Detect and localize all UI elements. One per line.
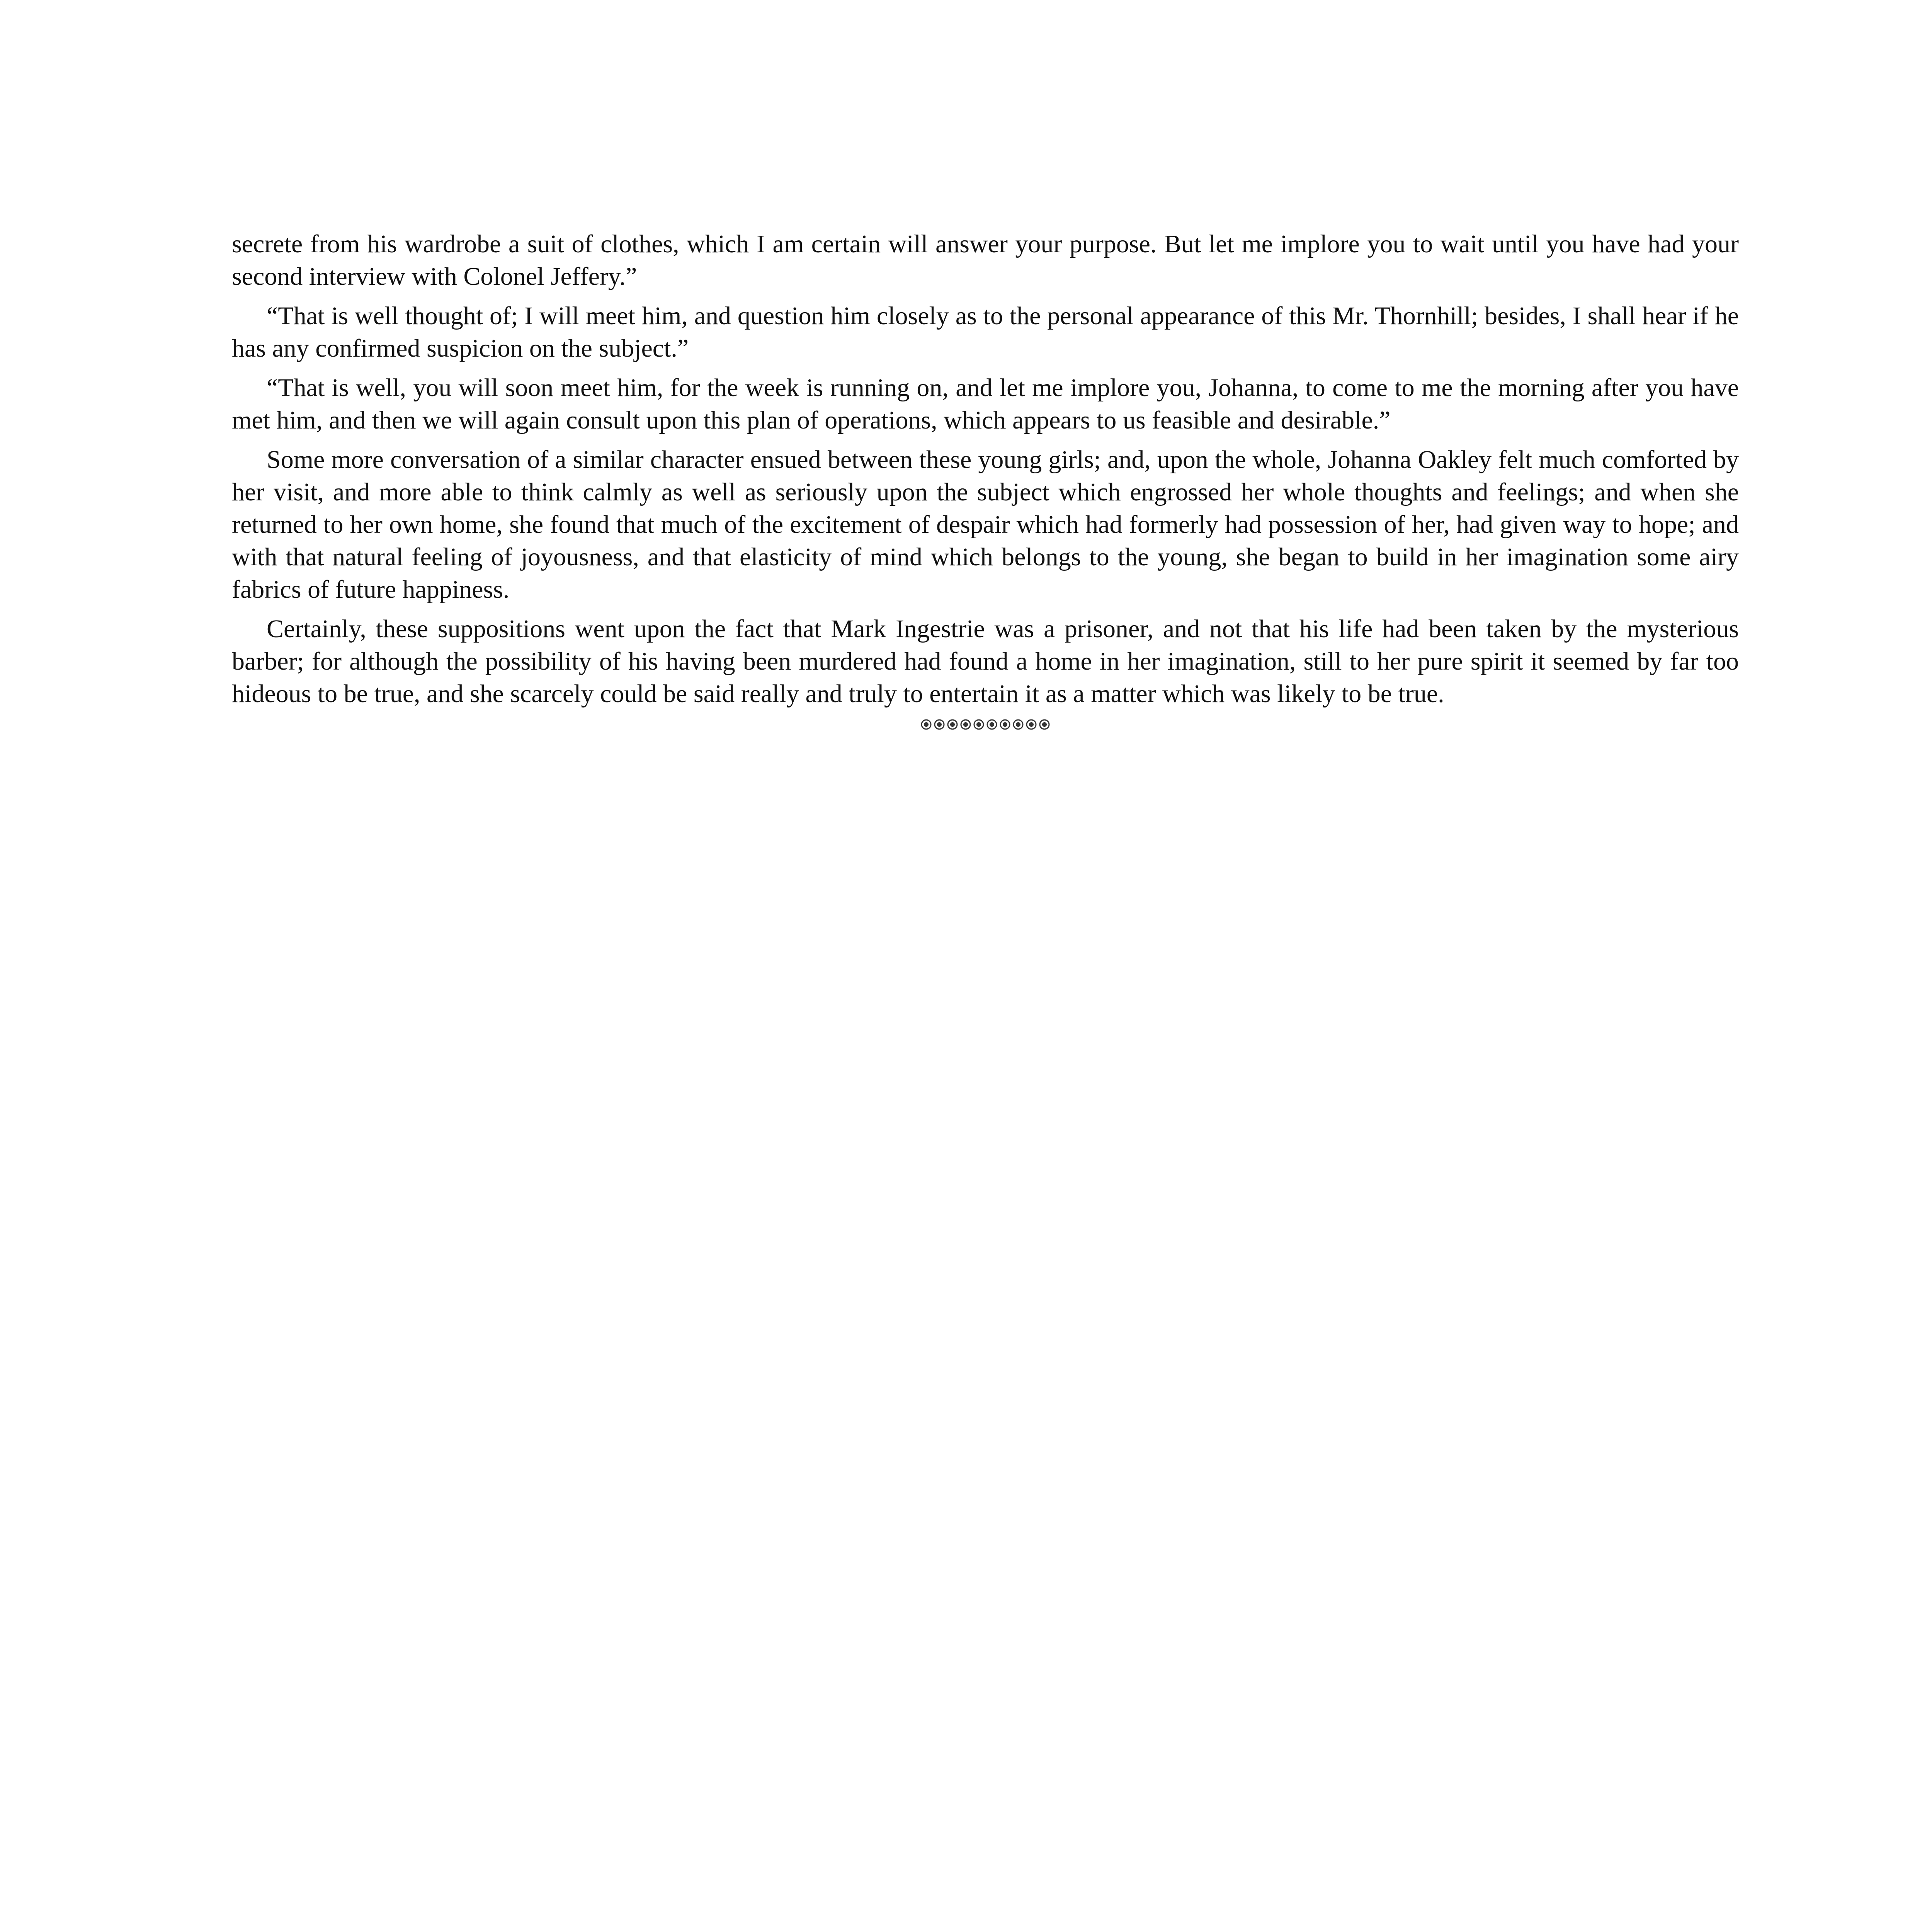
bullet-ornament-icon [1026, 719, 1037, 730]
bullet-ornament-icon [1039, 719, 1050, 730]
bullet-ornament-icon [1012, 719, 1024, 730]
bullet-ornament-icon [960, 719, 971, 730]
bullet-ornament-icon [973, 719, 985, 730]
bullet-ornament-icon [934, 719, 945, 730]
bullet-ornament-icon [920, 719, 932, 730]
paragraph-4: Some more conversation of a similar character ensued between these young girls; and, upon the whole, Johanna Oakley felt much comforted by her visit, and more able to think calmly as well as seriously upon the subject which engrossed her whole thoughts and feelings; and when she returned to her own home, she found that much of the excitement of despair which had formerly had possession of her, had given way to hope; and with that natural feeling of joyousness, and that elasticity of mind which belongs to the young, she began to build in her imagination some airy fabrics of future happiness. [232, 446, 1739, 604]
paragraph-2: “That is well thought of; I will meet him, and question him closely as to the personal appearance of this Mr. Thornhill; besides, I shall hear if he has any confirmed suspicion on the subject.” [232, 302, 1739, 362]
body-text [232, 228, 1739, 730]
paragraph-1: secrete from his wardrobe a suit of clothes, which I am certain will answer your purpose. But let me implore you to wait until you have had your second interview with Colonel Jeffery.” [232, 230, 1739, 291]
paragraph-5: Certainly, these suppositions went upon the fact that Mark Ingestrie was a prisoner, and not that his life had been taken by the mysterious barber; for although the possibility of his having been murdered had found a home in her imagination, still to her pure spirit it seemed by far too hideous to be true, and she scarcely could be said really and truly to entertain it as a matter which was likely to be true. [232, 615, 1739, 708]
bullet-ornament-icon [999, 719, 1011, 730]
paragraph-3: “That is well, you will soon meet him, for the week is running on, and let me implore you, Johanna, to come to me the morning after you have met him, and then we will again consult upon this plan of operations, which appears to us feasible and desirable.” [232, 374, 1739, 434]
bullet-ornament-icon [986, 719, 998, 730]
bullet-ornament-icon [947, 719, 958, 730]
section-divider-ornament [232, 719, 1739, 730]
